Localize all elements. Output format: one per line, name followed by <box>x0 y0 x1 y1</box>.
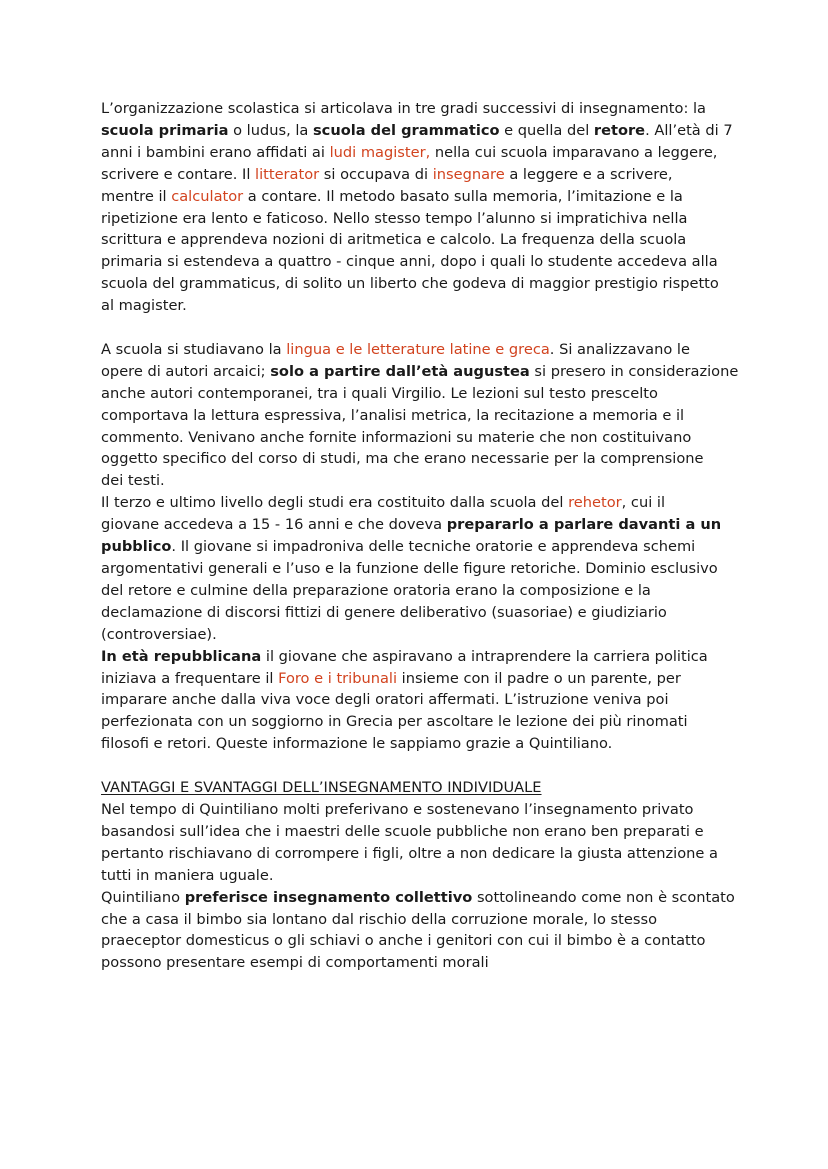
bold-term: preferisce insegnamento collettivo <box>184 888 473 906</box>
text-line: anni i bambini erano affidati ai ludi magister, nella cui scuola imparavano a leggere, <box>101 143 718 161</box>
paragraph-rhetor <box>101 492 741 645</box>
text-line: Il terzo e ultimo livello degli studi era costituito dalla scuola del rehetor, cui il <box>101 494 665 512</box>
highlighted-term: rehetor <box>568 494 622 512</box>
text-line: argomentativi generali e l’uso e la funzione delle figure retoriche. Dominio esclusivo <box>101 560 718 578</box>
highlighted-term: insegnare <box>432 165 505 183</box>
text-line: primaria si estendeva a quattro - cinque anni, dopo i quali lo studente accedeva alla <box>101 253 718 271</box>
paragraph-private-teaching <box>101 799 741 887</box>
text-line: ripetizione era lento e faticoso. Nello stesso tempo l’alunno si impratichiva nella <box>101 209 688 227</box>
bold-term: scuola primaria <box>101 121 229 139</box>
text-line: basandosi sull’idea che i maestri delle scuole pubbliche non erano ben preparati e <box>101 822 704 840</box>
text-line: imparare anche dalla viva voce degli oratori affermati. L’istruzione veniva poi <box>101 691 669 709</box>
highlighted-term: ludi magister, <box>329 143 431 161</box>
text-line: L’organizzazione scolastica si articolava in tre gradi successivi di insegnamento: la <box>101 100 706 117</box>
section-heading <box>101 777 741 799</box>
text-line: (controversiae). <box>101 625 217 643</box>
paragraph-collective-teaching <box>101 887 741 975</box>
heading-text: VANTAGGI E SVANTAGGI DELL’INSEGNAMENTO INDIVIDUALE <box>101 779 542 797</box>
text-line: praeceptor domesticus o gli schiavi o anche i genitori con cui il bimbo è a contatto <box>101 932 706 950</box>
text-line: oggetto specifico del corso di studi, ma che erano necessarie per la comprensione <box>101 450 704 468</box>
paragraph-republican-age <box>101 646 741 756</box>
bold-term: solo a partire dall’età augustea <box>270 362 530 380</box>
text-line: scuola del grammaticus, di solito un liberto che godeva di maggior prestigio rispetto <box>101 275 719 293</box>
text-line: mentre il calculator a contare. Il metodo basato sulla memoria, l’imitazione e la <box>101 187 683 205</box>
text-line: che a casa il bimbo sia lontano dal rischio della corruzione morale, lo stesso <box>101 910 657 928</box>
bold-term: retore <box>593 121 646 139</box>
text-line: perfezionata con un soggiorno in Grecia per ascoltare le lezione dei più rinomati <box>101 713 688 731</box>
highlighted-term: lingua e le letterature latine e greca <box>286 340 550 358</box>
text-line: A scuola si studiavano la lingua e le letterature latine e greca. Si analizzavano le <box>101 340 690 358</box>
text-line: scrivere e contare. Il litterator si occupava di insegnare a leggere e a scrivere, <box>101 165 673 183</box>
bold-term: pubblico <box>101 538 172 556</box>
highlighted-term: calculator <box>171 187 244 205</box>
text-line: possono presentare esempi di comportamenti morali <box>101 954 489 972</box>
bold-term: prepararlo a parlare davanti a un <box>446 516 722 534</box>
text-line: filosofi e retori. Queste informazione le sappiamo grazie a Quintiliano. <box>101 735 613 753</box>
text-line: Quintiliano preferisce insegnamento collettivo sottolineando come non è scontato <box>101 888 735 906</box>
text-line: Nel tempo di Quintiliano molti preferivano e sostenevano l’insegnamento privato <box>101 800 694 818</box>
paragraph-gap <box>101 755 741 777</box>
text-line: al magister. <box>101 297 187 315</box>
paragraph-school-organization <box>101 98 741 317</box>
text-line: tutti in maniera uguale. <box>101 866 274 884</box>
text-line: anche autori contemporanei, tra i quali Virgilio. Le lezioni sul testo prescelto <box>101 384 658 402</box>
highlighted-term: Foro e i tribunali <box>278 669 398 687</box>
text-line: pubblico. Il giovane si impadroniva delle tecniche oratorie e apprendeva schemi <box>101 538 696 556</box>
bold-term: In età repubblicana <box>101 647 262 665</box>
text-line: In età repubblicana il giovane che aspiravano a intraprendere la carriera politica <box>101 647 708 665</box>
text-line: declamazione di discorsi fittizi di genere deliberativo (suasoriae) e giudiziario <box>101 603 667 621</box>
highlighted-term: litterator <box>255 165 320 183</box>
text-line: opere di autori arcaici; solo a partire dall’età augustea si presero in considerazione <box>101 362 739 380</box>
text-line: giovane accedeva a 15 - 16 anni e che doveva prepararlo a parlare davanti a un <box>101 516 722 534</box>
text-line: iniziava a frequentare il Foro e i tribunali insieme con il padre o un parente, per <box>101 669 681 687</box>
text-line: comportava la lettura espressiva, l’analisi metrica, la recitazione a memoria e il <box>101 406 685 424</box>
paragraph-gap <box>101 317 741 339</box>
document-page <box>101 98 741 974</box>
text-line: pertanto rischiavano di corrompere i figli, oltre a non dedicare la giusta attenzione a <box>101 844 718 862</box>
text-line: scrittura e apprendeva nozioni di aritmetica e calcolo. La frequenza della scuola <box>101 231 687 249</box>
bold-term: scuola del grammatico <box>312 121 500 139</box>
paragraph-subjects <box>101 339 741 492</box>
text-line: dei testi. <box>101 472 165 490</box>
text-line: del retore e culmine della preparazione oratoria erano la composizione e la <box>101 581 651 599</box>
text-line: commento. Venivano anche fornite informazioni su materie che non costituivano <box>101 428 692 446</box>
text-line: scuola primaria o ludus, la scuola del grammatico e quella del retore. All’età di 7 <box>101 121 733 139</box>
